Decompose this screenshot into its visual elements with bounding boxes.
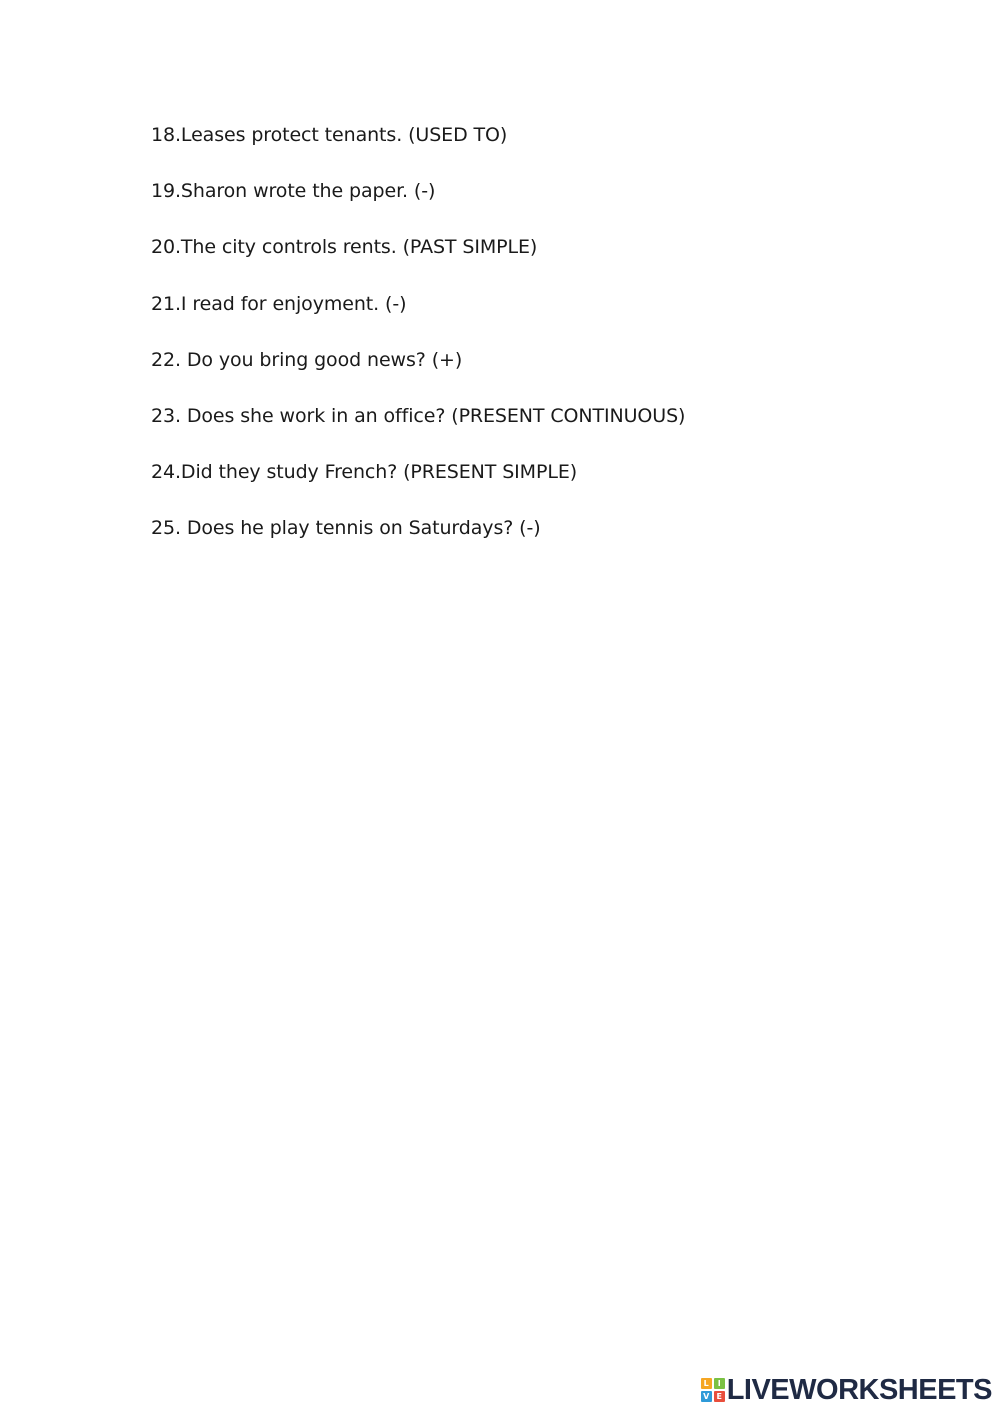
liveworksheets-logo-icon [701,1378,725,1402]
exercise-item-25 [151,513,685,543]
exercise-number: 23. [151,404,181,427]
logo-cell: L [701,1378,712,1389]
exercise-list [151,120,685,570]
exercise-sentence: Does she work in an office? (PRESENT CONTINUOUS) [180,404,686,427]
exercise-number: 18. [151,124,181,146]
logo-cell: I [714,1378,725,1389]
logo-cell: V [701,1391,712,1402]
exercise-item-18 [151,120,685,150]
exercise-sentence: Did they study French? (PRESENT SIMPLE) [180,461,578,484]
exercise-item-23 [151,401,685,431]
exercise-item-21 [151,289,685,319]
exercise-sentence: Do you bring good news? (+) [180,348,463,371]
exercise-item-24 [151,457,685,487]
exercise-sentence: The city controls rents. (PAST SIMPLE) [180,236,538,259]
exercise-sentence: Sharon wrote the paper. (-) [180,180,436,203]
liveworksheets-watermark [701,1375,992,1405]
exercise-item-19 [151,176,685,206]
exercise-number: 25. [151,517,181,540]
exercise-sentence: Does he play tennis on Saturdays? (-) [180,517,541,540]
exercise-sentence: Leases protect tenants. (USED TO) [180,124,508,146]
exercise-number: 20. [151,236,181,259]
logo-cell: E [714,1391,725,1402]
exercise-item-20 [151,232,685,262]
watermark-text: LIVEWORKSHEETS [726,1374,992,1406]
exercise-sentence: I read for enjoyment. (-) [180,292,407,315]
exercise-item-22 [151,345,685,375]
exercise-number: 22. [151,348,181,371]
exercise-number: 24. [151,461,181,484]
exercise-number: 21. [151,292,181,315]
exercise-number: 19. [151,180,181,203]
